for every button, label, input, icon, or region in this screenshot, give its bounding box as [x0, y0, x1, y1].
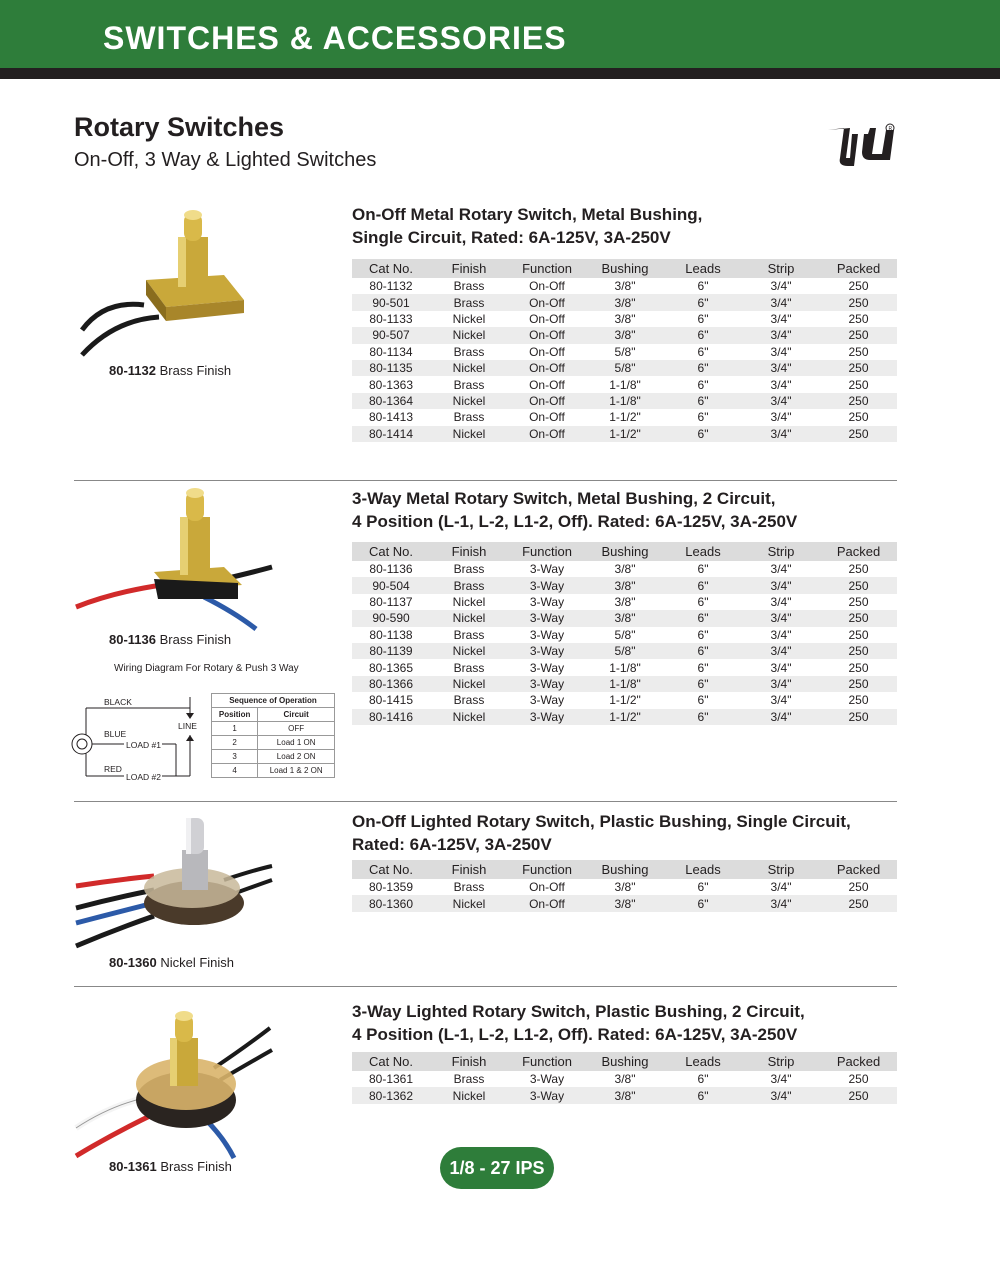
table-cell: Brass [430, 294, 508, 310]
table-cell: Nickel [452, 311, 486, 326]
table-cell: 3-Way [508, 1087, 586, 1103]
table-cell: 3-Way [508, 577, 586, 593]
table-cell: 80-1414 [352, 426, 430, 442]
table-cell: Nickel [430, 895, 508, 911]
table-cell: 1-1/2" [586, 426, 664, 442]
table-cell: 3/8" [586, 294, 664, 310]
table-cell: 250 [820, 327, 897, 343]
table-cell: 80-1360 [352, 895, 430, 911]
table-cell: 80-1137 [369, 594, 413, 609]
sequence-of-operation-table [211, 693, 335, 778]
table-cell: 80-1362 [352, 1087, 430, 1103]
table-cell: 80-1135 [352, 360, 430, 376]
table-cell: 3/8" [614, 594, 636, 609]
table-cell: 6" [697, 562, 709, 577]
caption-80-1360: 80-1360 Nickel Finish [109, 955, 235, 970]
table-cell: 250 [820, 709, 897, 725]
table-cell: On-Off [508, 426, 586, 442]
seq-title: Sequence of Operation [212, 694, 335, 708]
table-cell: 5/8" [586, 643, 664, 659]
column-header: Packed [820, 259, 897, 278]
column-header: Cat No. [352, 259, 430, 278]
table-row [352, 659, 897, 675]
table-cell: 3/8" [586, 610, 664, 626]
table-cell: 80-1139 [352, 643, 430, 659]
table-cell: 250 [848, 344, 869, 359]
table-cell: Brass [453, 344, 485, 359]
caption-80-1361: 80-1361 Brass Finish [109, 1159, 232, 1174]
table-cell: 3/4" [770, 410, 792, 425]
column-header: Leads [664, 1052, 742, 1071]
table-cell: 6" [697, 660, 709, 675]
page-title: Rotary Switches [74, 112, 285, 142]
table-cell: 3/8" [586, 895, 664, 911]
table-cell: On-Off [529, 880, 565, 895]
table-cell: Nickel [430, 709, 508, 725]
header-stripe [0, 68, 1000, 79]
table-cell: 3/4" [742, 426, 820, 442]
table-row [352, 627, 897, 643]
table-row [352, 311, 897, 327]
table-cell: 250 [848, 693, 869, 708]
table-cell: 80-1359 [368, 880, 414, 895]
table-cell: 1-1/2" [609, 410, 641, 425]
switch-photo-80-1361 [74, 1008, 274, 1160]
table-cell: 6" [697, 279, 709, 294]
section-divider [74, 986, 897, 987]
seq-cell: 4 [212, 764, 258, 778]
table-cell: 6" [664, 1087, 742, 1103]
table-cell: On-Off [529, 279, 565, 294]
table-cell: Brass [453, 1072, 485, 1087]
table-cell: On-Off [529, 410, 565, 425]
wire-label-blue: BLUE [104, 729, 127, 739]
column-header: Finish [430, 860, 508, 879]
table-cell: 6" [664, 393, 742, 409]
table-cell: 250 [848, 562, 869, 577]
table-cell: 250 [848, 880, 869, 895]
table-cell: 250 [820, 610, 897, 626]
wiring-diagram-title: Wiring Diagram For Rotary & Push 3 Way [114, 663, 299, 674]
seq-cell: 2 [212, 736, 258, 750]
table-cell: Brass [453, 880, 485, 895]
table-cell: 80-1364 [352, 393, 430, 409]
table-cell: 80-1138 [369, 627, 413, 642]
seq-cell: 1 [212, 722, 258, 736]
table-cell: 250 [820, 360, 897, 376]
table-cell: Nickel [430, 360, 508, 376]
table-cell: 80-1132 [369, 279, 413, 294]
table-cell: 3/8" [586, 577, 664, 593]
column-header: Leads [664, 259, 742, 278]
wiring-diagram [66, 683, 206, 783]
spec-table-on-off-metal [352, 259, 897, 442]
switch-photo-80-1136 [74, 487, 274, 632]
table-cell: On-Off [529, 344, 565, 359]
table-cell: 1-1/2" [609, 693, 641, 708]
table-row [352, 692, 897, 708]
table-cell: 1-1/8" [586, 393, 664, 409]
table-cell: 6" [664, 294, 742, 310]
table-cell: Nickel [430, 393, 508, 409]
table-cell: 6" [664, 327, 742, 343]
caption-80-1132: 80-1132 Brass Finish [109, 363, 232, 378]
wire-label-line: LINE [178, 721, 197, 731]
table-cell: Brass [430, 577, 508, 593]
table-cell: 3/8" [614, 562, 636, 577]
table-cell: 80-1133 [369, 311, 413, 326]
table-cell: 6" [664, 426, 742, 442]
table-cell: 3/4" [742, 577, 820, 593]
table-cell: On-Off [508, 327, 586, 343]
column-header: Bushing [586, 1052, 664, 1071]
table-cell: 1-1/8" [609, 377, 641, 392]
table-cell: 3/4" [770, 693, 792, 708]
table-cell: Nickel [430, 426, 508, 442]
table-row [352, 1071, 897, 1087]
spec-table-on-off-lighted [352, 860, 897, 912]
table-cell: 6" [697, 410, 709, 425]
page-subtitle: On-Off, 3 Way & Lighted Switches [74, 149, 377, 171]
table-row [352, 594, 897, 610]
table-cell: 3-Way [508, 643, 586, 659]
table-cell: 250 [820, 577, 897, 593]
table-cell: 3/4" [770, 344, 792, 359]
column-header: Function [508, 542, 586, 561]
section-title-on-off-lighted: On-Off Lighted Rotary Switch, Plastic Bushing, Single Circuit, Rated: 6A-125V, 3A-250V [352, 812, 851, 854]
column-header: Bushing [586, 259, 664, 278]
table-row [352, 327, 897, 343]
table-cell: 6" [697, 627, 709, 642]
column-header: Packed [820, 1052, 897, 1071]
table-cell: 6" [664, 643, 742, 659]
table-cell: 6" [697, 311, 709, 326]
table-cell: 3/4" [742, 610, 820, 626]
table-cell: 3/4" [770, 562, 792, 577]
table-cell: 6" [697, 377, 709, 392]
table-cell: 3-Way [508, 610, 586, 626]
table-cell: 3/4" [770, 880, 792, 895]
table-cell: 3-Way [529, 1072, 565, 1087]
table-cell: 3/8" [614, 311, 636, 326]
table-cell: 1-1/8" [609, 660, 641, 675]
table-row [352, 376, 897, 392]
column-header: Function [508, 860, 586, 879]
table-cell: 6" [697, 594, 709, 609]
spec-table-3way-lighted [352, 1052, 897, 1104]
table-cell: 250 [848, 377, 869, 392]
table-cell: 250 [848, 627, 869, 642]
table-cell: 3/4" [770, 660, 792, 675]
table-cell: 80-1361 [368, 1072, 414, 1087]
wire-label-black: BLACK [104, 697, 132, 707]
table-row [352, 360, 897, 376]
ul-logo-icon [824, 122, 896, 170]
switch-photo-80-1132 [74, 205, 274, 365]
table-cell: On-Off [508, 895, 586, 911]
table-cell: 1-1/2" [586, 709, 664, 725]
table-cell: Brass [453, 377, 485, 392]
table-row [352, 1087, 897, 1103]
switch-photo-80-1360 [74, 808, 274, 953]
seq-header-position: Position [212, 708, 258, 722]
table-cell: 250 [820, 643, 897, 659]
table-cell: 250 [820, 676, 897, 692]
seq-cell: 3 [212, 750, 258, 764]
column-header: Strip [742, 259, 820, 278]
section-title-on-off-metal: On-Off Metal Rotary Switch, Metal Bushing, Single Circuit, Rated: 6A-125V, 3A-250V [352, 205, 703, 247]
table-cell: 3/4" [742, 676, 820, 692]
table-row [352, 561, 897, 577]
wire-label-load2: LOAD #2 [126, 772, 161, 782]
table-cell: 3-Way [529, 693, 565, 708]
table-cell: 250 [820, 294, 897, 310]
table-cell: 250 [848, 311, 869, 326]
table-cell: On-Off [529, 311, 565, 326]
table-row [352, 577, 897, 593]
table-cell: 6" [697, 693, 709, 708]
seq-header-circuit: Circuit [258, 708, 335, 722]
column-header: Strip [742, 1052, 820, 1071]
table-cell: 80-1413 [368, 410, 414, 425]
table-cell: Nickel [430, 610, 508, 626]
column-header: Cat No. [352, 860, 430, 879]
table-cell: 3/4" [770, 627, 792, 642]
table-cell: 3/8" [614, 1072, 636, 1087]
table-row [352, 895, 897, 911]
table-cell: 80-1366 [352, 676, 430, 692]
table-cell: 6" [697, 880, 709, 895]
column-header: Function [508, 259, 586, 278]
table-row [352, 676, 897, 692]
column-header: Packed [820, 860, 897, 879]
column-header: Cat No. [352, 542, 430, 561]
section-title-3way-lighted: 3-Way Lighted Rotary Switch, Plastic Bushing, 2 Circuit, 4 Position (L-1, L-2, L1-2, Off). Rated: 6A-125V, 3A-250V [352, 1002, 805, 1044]
table-cell: 3-Way [508, 676, 586, 692]
table-cell: 5/8" [614, 344, 636, 359]
table-cell: 80-1363 [368, 377, 414, 392]
table-cell: 3/8" [614, 279, 636, 294]
thread-size-badge: 1/8 - 27 IPS [440, 1147, 554, 1189]
table-cell: 3-Way [529, 562, 565, 577]
table-cell: 3-Way [529, 594, 565, 609]
table-cell: 80-1415 [368, 693, 414, 708]
table-cell: 80-1365 [368, 660, 414, 675]
column-header: Finish [430, 259, 508, 278]
table-cell: 90-501 [352, 294, 430, 310]
table-cell: 90-507 [352, 327, 430, 343]
seq-cell: OFF [258, 722, 335, 736]
table-cell: 90-590 [352, 610, 430, 626]
table-cell: Nickel [430, 327, 508, 343]
table-cell: Brass [453, 410, 485, 425]
table-cell: Nickel [452, 594, 486, 609]
column-header: Strip [742, 860, 820, 879]
table-cell: 3/4" [770, 311, 792, 326]
column-header: Packed [820, 542, 897, 561]
table-cell: 6" [697, 1072, 709, 1087]
table-cell: 3/4" [742, 393, 820, 409]
table-cell: On-Off [508, 360, 586, 376]
table-cell: 250 [848, 1072, 869, 1087]
table-cell: 3/4" [770, 594, 792, 609]
section-divider [74, 480, 897, 481]
table-cell: 6" [664, 895, 742, 911]
table-row [352, 278, 897, 294]
table-cell: Nickel [430, 643, 508, 659]
table-cell: 3/4" [770, 377, 792, 392]
seq-cell: Load 2 ON [258, 750, 335, 764]
table-cell: 3/4" [742, 709, 820, 725]
seq-cell: Load 1 & 2 ON [258, 764, 335, 778]
table-cell: 3/4" [742, 360, 820, 376]
wire-label-red: RED [104, 764, 122, 774]
table-cell: 3-Way [529, 627, 565, 642]
table-row [352, 709, 897, 725]
column-header: Bushing [586, 860, 664, 879]
table-cell: 250 [820, 895, 897, 911]
table-cell: 6" [697, 344, 709, 359]
table-cell: 250 [848, 660, 869, 675]
header-title: SWITCHES & ACCESSORIES [103, 20, 567, 56]
section-title-3way-metal: 3-Way Metal Rotary Switch, Metal Bushing, 2 Circuit, 4 Position (L-1, L-2, L1-2, Off). Rated: 6A-125V, 3A-250V [352, 489, 798, 531]
table-cell: 6" [664, 360, 742, 376]
svg-text:R: R [888, 126, 893, 132]
table-cell: 3/8" [586, 1087, 664, 1103]
column-header: Function [508, 1052, 586, 1071]
table-cell: 80-1134 [369, 344, 413, 359]
seq-cell: Load 1 ON [258, 736, 335, 750]
table-cell: 80-1416 [352, 709, 430, 725]
table-cell: Brass [453, 279, 485, 294]
table-cell: Brass [453, 693, 485, 708]
column-header: Finish [430, 542, 508, 561]
table-cell: 3/4" [770, 279, 792, 294]
table-cell: Nickel [430, 1087, 508, 1103]
table-cell: 5/8" [614, 627, 636, 642]
caption-80-1136: 80-1136 Brass Finish [109, 632, 232, 647]
table-row [352, 294, 897, 310]
column-header: Leads [664, 542, 742, 561]
table-cell: 3-Way [508, 709, 586, 725]
table-cell: 90-504 [352, 577, 430, 593]
table-cell: 3/4" [742, 327, 820, 343]
table-cell: On-Off [529, 377, 565, 392]
table-cell: 5/8" [586, 360, 664, 376]
table-cell: 3/4" [742, 294, 820, 310]
table-cell: 3-Way [529, 660, 565, 675]
table-row [352, 610, 897, 626]
table-row [352, 409, 897, 425]
table-row [352, 426, 897, 442]
table-cell: 6" [664, 709, 742, 725]
column-header: Finish [430, 1052, 508, 1071]
table-cell: 3/4" [742, 1087, 820, 1103]
table-row [352, 643, 897, 659]
table-cell: 250 [848, 410, 869, 425]
table-cell: 3/4" [742, 643, 820, 659]
table-cell: 250 [820, 426, 897, 442]
table-cell: Nickel [430, 676, 508, 692]
table-cell: 3/8" [586, 327, 664, 343]
table-cell: Brass [453, 627, 485, 642]
table-cell: 1-1/8" [586, 676, 664, 692]
table-cell: 250 [820, 1087, 897, 1103]
table-cell: 6" [664, 577, 742, 593]
column-header: Bushing [586, 542, 664, 561]
table-cell: Brass [453, 562, 485, 577]
table-cell: Brass [453, 660, 485, 675]
section-divider [74, 801, 897, 802]
table-row [352, 879, 897, 895]
column-header: Cat No. [352, 1052, 430, 1071]
table-row [352, 344, 897, 360]
table-cell: 3/8" [614, 880, 636, 895]
table-cell: 250 [820, 393, 897, 409]
table-cell: 6" [664, 676, 742, 692]
spec-table-3way-metal [352, 542, 897, 725]
table-row [352, 393, 897, 409]
table-cell: On-Off [508, 393, 586, 409]
table-cell: 80-1136 [369, 562, 413, 577]
table-cell: On-Off [508, 294, 586, 310]
column-header: Leads [664, 860, 742, 879]
column-header: Strip [742, 542, 820, 561]
table-cell: 3/4" [770, 1072, 792, 1087]
table-cell: 250 [848, 594, 869, 609]
wire-label-load1: LOAD #1 [126, 740, 161, 750]
table-cell: 6" [664, 610, 742, 626]
table-cell: 250 [848, 279, 869, 294]
table-cell: 3/4" [742, 895, 820, 911]
